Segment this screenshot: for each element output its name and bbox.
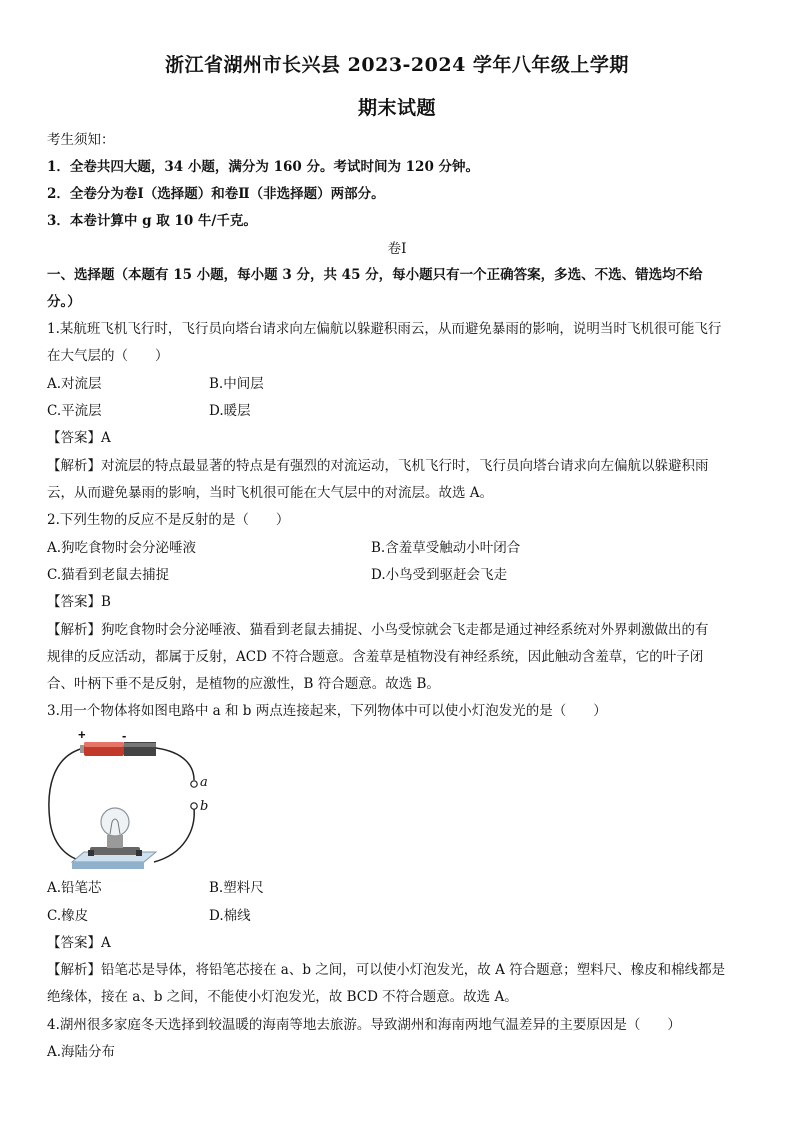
q2-stem: 2.下列生物的反应不是反射的是（ ） — [47, 512, 290, 528]
notice-item-1: 1．全卷共四大题，34 小题，满分为 160 分。考试时间为 120 分钟。 — [47, 159, 480, 175]
notice-item-2: 2．全卷分为卷Ⅰ（选择题）和卷Ⅱ（非选择题）两部分。 — [47, 186, 385, 202]
q4-option-a: A.海陆分布 — [47, 1044, 116, 1060]
lamp-socket — [90, 847, 140, 855]
q1-stem: 1.某航班飞机飞行时，飞行员向塔台请求向左偏航以躲避积雨云，从而避免暴雨的影响，说明当时飞机很可能飞行 — [47, 321, 722, 337]
q1-analysis-cont: 云，从而避免暴雨的影响，当时飞机很可能在大气层中的对流层。故选 A。 — [47, 485, 494, 501]
title-line-1: 浙江省湖州市长兴县 2023-2024 学年八年级上学期 — [165, 54, 629, 76]
battery-terminal — [80, 745, 84, 753]
q1-option-b: B.中间层 — [209, 376, 264, 392]
circuit-wire-top-right — [156, 748, 194, 780]
q3-analysis-cont: 绝缘体，接在 a、b 之间，不能使小灯泡发光，故 BCD 不符合题意。故选 A。 — [47, 989, 518, 1005]
q3-option-b: B.塑料尺 — [209, 880, 264, 896]
battery-minus-label: - — [122, 730, 127, 743]
q3-stem: 3.用一个物体将如图电路中 a 和 b 两点连接起来，下列物体中可以使小灯泡发光的是（ ） — [47, 703, 607, 719]
q2-option-b: B.含羞草受触动小叶闭合 — [371, 540, 521, 556]
q2-analysis-cont: 规律的反应活动，都属于反射，ACD 不符合题意。含羞草是植物没有神经系统，因此触动含羞草，它的叶子闭 — [47, 649, 704, 665]
q1-analysis: 【解析】对流层的特点最显著的特点是有强烈的对流运动，飞机飞行时，飞行员向塔台请求向左偏航以躲避积雨 — [47, 458, 709, 474]
terminal-b — [191, 803, 197, 809]
q1-stem-cont: 在大气层的（ ） — [47, 348, 169, 364]
q1-option-d: D.暖层 — [209, 403, 251, 419]
circuit-wire-bottom-right — [154, 808, 194, 862]
q2-option-a: A.狗吃食物时会分泌唾液 — [47, 540, 197, 556]
terminal-b-label: b — [200, 799, 209, 814]
q3-analysis: 【解析】铅笔芯是导体，将铅笔芯接在 a、b 之间，可以使小灯泡发光，故 A 符合题意；塑料尺、橡皮和棉线都是 — [47, 962, 726, 978]
q3-answer: 【答案】A — [47, 935, 111, 951]
q2-option-d: D.小鸟受到驱赶会飞走 — [371, 567, 508, 583]
terminal-a — [191, 781, 197, 787]
socket-screw-left — [88, 850, 94, 856]
q1-option-c: C.平流层 — [47, 403, 102, 419]
q4-stem: 4.湖州很多家庭冬天选择到较温暖的海南等地去旅游。导致湖州和海南两地气温差异的主要原因是（ ） — [47, 1017, 681, 1033]
circuit-diagram — [44, 730, 224, 875]
q3-option-c: C.橡皮 — [47, 908, 89, 924]
section-heading: 一、选择题（本题有 15 小题，每小题 3 分，共 45 分，每小题只有一个正确答案，多选、不选、错选均不给 — [47, 267, 703, 283]
lightbulb-icon — [101, 808, 129, 836]
battery-cap-highlight — [124, 743, 156, 747]
q2-answer: 【答案】B — [47, 594, 111, 610]
notice-item-3: 3．本卷计算中 g 取 10 牛/千克。 — [47, 213, 257, 229]
q3-option-a: A.铅笔芯 — [47, 880, 102, 896]
circuit-wire-left — [49, 748, 88, 862]
q1-answer: 【答案】A — [47, 430, 111, 446]
volume-label: 卷Ⅰ — [387, 241, 407, 257]
title-line-2: 期末试题 — [357, 97, 436, 119]
notice-heading: 考生须知： — [47, 132, 115, 148]
q2-analysis: 【解析】狗吃食物时会分泌唾液、猫看到老鼠去捕捉、小鸟受惊就会飞走都是通过神经系统对外界刺激做出的有 — [47, 622, 709, 638]
battery-plus-label: + — [78, 730, 86, 742]
socket-screw-right — [136, 850, 142, 856]
q1-option-a: A.对流层 — [47, 376, 102, 392]
q2-option-c: C.猫看到老鼠去捕捉 — [47, 567, 170, 583]
lamp-base-front — [72, 862, 144, 869]
bulb-base — [107, 835, 123, 848]
q2-analysis-cont-2: 合、叶柄下垂不是反射，是植物的应激性，B 符合题意。故选 B。 — [47, 676, 440, 692]
q3-option-d: D.棉线 — [209, 908, 251, 924]
terminal-a-label: a — [200, 775, 208, 790]
section-heading-cont: 分。） — [47, 294, 81, 310]
battery-highlight — [84, 742, 124, 747]
